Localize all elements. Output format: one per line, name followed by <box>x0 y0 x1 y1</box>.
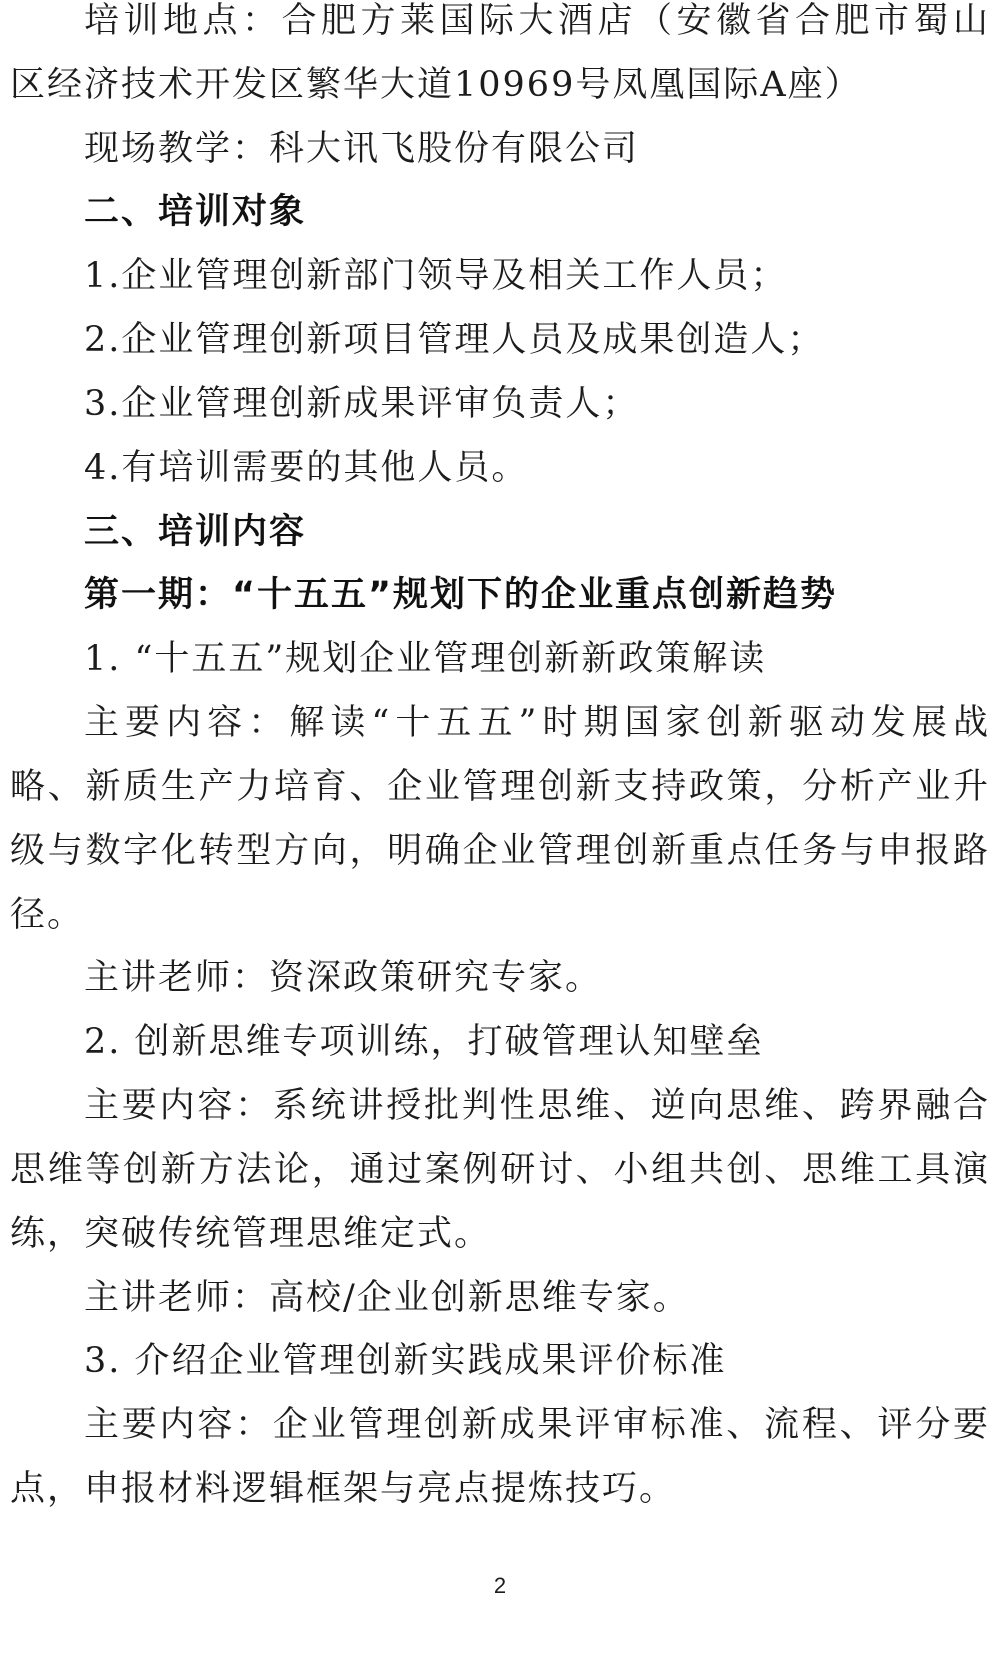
topic-summary-line: 点，申报材料逻辑框架与亮点提炼技巧。 <box>10 1469 677 1510</box>
topic-1 <box>10 628 990 1011</box>
topic-3 <box>10 1330 990 1521</box>
topic-summary-line: 径。 <box>10 894 85 935</box>
content-section <box>10 501 990 1522</box>
training-venue-line: 区经济技术开发区繁华大道10969号凤凰国际A座） <box>10 64 862 105</box>
topic-lecturer: 主讲老师：高校/企业创新思维专家。 <box>84 1277 690 1318</box>
trainee-item: 2.企业管理创新项目管理人员及成果创造人； <box>84 320 825 361</box>
training-venue-line: 培训地点：合肥方莱国际大酒店（安徽省合肥市蜀山 <box>84 1 990 41</box>
topic-summary-line: 级与数字化转型方向，明确企业管理创新重点任务与申报路 <box>10 830 990 871</box>
topic-summary-line: 主要内容：解读“十五五”时期国家创新驱动发展战 <box>84 703 990 744</box>
trainee-item: 4.有培训需要的其他人员。 <box>84 447 529 488</box>
topic-2 <box>10 1011 990 1330</box>
page-number: 2 <box>493 1573 507 1598</box>
topic-title: 1. “十五五”规划企业管理创新新政策解读 <box>84 639 767 680</box>
topic-summary-line: 练，突破传统管理思维定式。 <box>10 1213 492 1254</box>
training-venue <box>10 0 990 118</box>
topic-title: 2. 创新思维专项训练，打破管理认知壁垒 <box>84 1022 764 1063</box>
topic-summary-line: 略、新质生产力培育、企业管理创新支持政策，分析产业升 <box>10 766 990 807</box>
topic-summary-line: 主要内容：系统讲授批判性思维、逆向思维、跨界融合 <box>84 1086 990 1127</box>
site-teaching-line: 现场教学：科大讯飞股份有限公司 <box>84 128 640 169</box>
trainee-item: 3.企业管理创新成果评审负责人； <box>84 383 640 424</box>
topic-title: 3. 介绍企业管理创新实践成果评价标准 <box>84 1341 727 1382</box>
content-heading: 三、培训内容 <box>84 511 307 552</box>
trainees-section <box>10 181 990 500</box>
trainees-heading: 二、培训对象 <box>84 192 307 233</box>
topic-summary-line: 主要内容：企业管理创新成果评审标准、流程、评分要 <box>84 1405 990 1446</box>
topic-summary-line: 思维等创新方法论，通过案例研讨、小组共创、思维工具演 <box>10 1149 990 1190</box>
document-body <box>10 0 990 1522</box>
topic-lecturer: 主讲老师：资深政策研究专家。 <box>84 958 603 999</box>
trainee-item: 1.企业管理创新部门领导及相关工作人员； <box>84 256 788 297</box>
phase-1-heading: 第一期：“十五五”规划下的企业重点创新趋势 <box>84 575 838 616</box>
